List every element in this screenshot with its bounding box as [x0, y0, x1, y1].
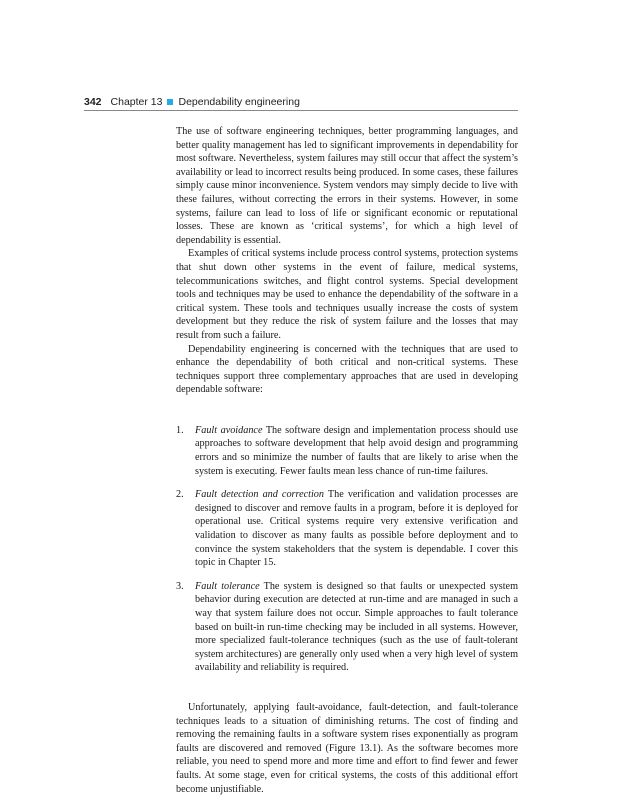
list-term: Fault tolerance — [195, 580, 260, 592]
list-text: The system is designed so that faults or unexpected system behavior during execution are detected at run-time and are managed in such a way that system failure does not occur. Simple approaches to fault tolerance based on built-in run-time checking may be included in all systems. However, more specialized fault-tolerance techniques (such as the use of fault-tolerant system architectures) are generally only used when a very high level of system availability and reliability is required. — [195, 580, 518, 674]
list-number: 2. — [176, 489, 184, 501]
list-text: The verification and validation processes are designed to discover and remove faults in a program, before it is deployed for operational use. Critical systems require very extensive verification and validation to discover as many faults as possible before deployment and to convince the system stakeholders that the system is dependable. I cover this topic in Chapter 15. — [195, 489, 519, 569]
list-text: The software design and implementation process should use approaches to software development that help avoid design and programming errors and so minimize the number of faults that are likely to arise when the system is executing. Fewer faults mean less chance of run-time failures. — [195, 424, 518, 477]
list-item-fault-detection — [176, 488, 518, 570]
list-term: Fault avoidance — [195, 424, 263, 436]
chapter-title: Dependability engineering — [178, 96, 300, 108]
paragraph-approaches: Dependability engineering is concerned with the techniques that are used to enhance the dependability of both critical and non-critical systems. These techniques support three complementary approaches that are used in developing dependable software: — [176, 343, 518, 396]
list-item-fault-avoidance — [176, 424, 518, 478]
list-number: 1. — [176, 424, 184, 436]
approaches-list — [176, 424, 518, 675]
list-term: Fault detection and correction — [195, 489, 324, 501]
chapter-label: Chapter 13 — [110, 96, 163, 108]
header-accent-square — [167, 99, 173, 105]
list-number: 3. — [176, 580, 184, 592]
paragraph-intro: The use of software engineering techniques, better programming languages, and better quality management has led to significant improvements in dependability for most software. Nevertheless, system failures may still occur that affect the system’s availability or lead to incorrect results being produced. In some cases, these failures simply cause minor inconvenience. System vendors may simply decide to live with these failures, without correcting the errors in their systems. However, in some systems, failure can lead to loss of life or significant economic or reputational losses. These are known as ‘critical systems’, for which a high level of dependability is essential. — [176, 126, 518, 246]
list-item-fault-tolerance — [176, 580, 518, 675]
paragraph-examples: Examples of critical systems include process control systems, protection systems that shut down other systems in the event of failure, medical systems, telecommunications switches, and flight control systems. Special development tools and techniques may be used to enhance the dependability of the software in a critical system. These tools and techniques usually increase the costs of system development but they reduce the risk of system failure and the losses that may result from such a failure. — [176, 248, 518, 341]
paragraph-closing: Unfortunately, applying fault-avoidance, fault-detection, and fault-tolerance techniques leads to a situation of diminishing returns. The cost of finding and removing the remaining faults in a software system rises exponentially as program faults are discovered and removed (Figure 13.1). As the software becomes more reliable, you need to spend more and more time and effort to find fewer and fewer faults. At some stage, even for critical systems, the costs of this additional effort become unjustifiable. — [176, 701, 518, 795]
running-header — [84, 96, 518, 108]
header-rule — [84, 110, 518, 111]
body-text — [176, 125, 518, 796]
page-number: 342 — [84, 96, 102, 108]
